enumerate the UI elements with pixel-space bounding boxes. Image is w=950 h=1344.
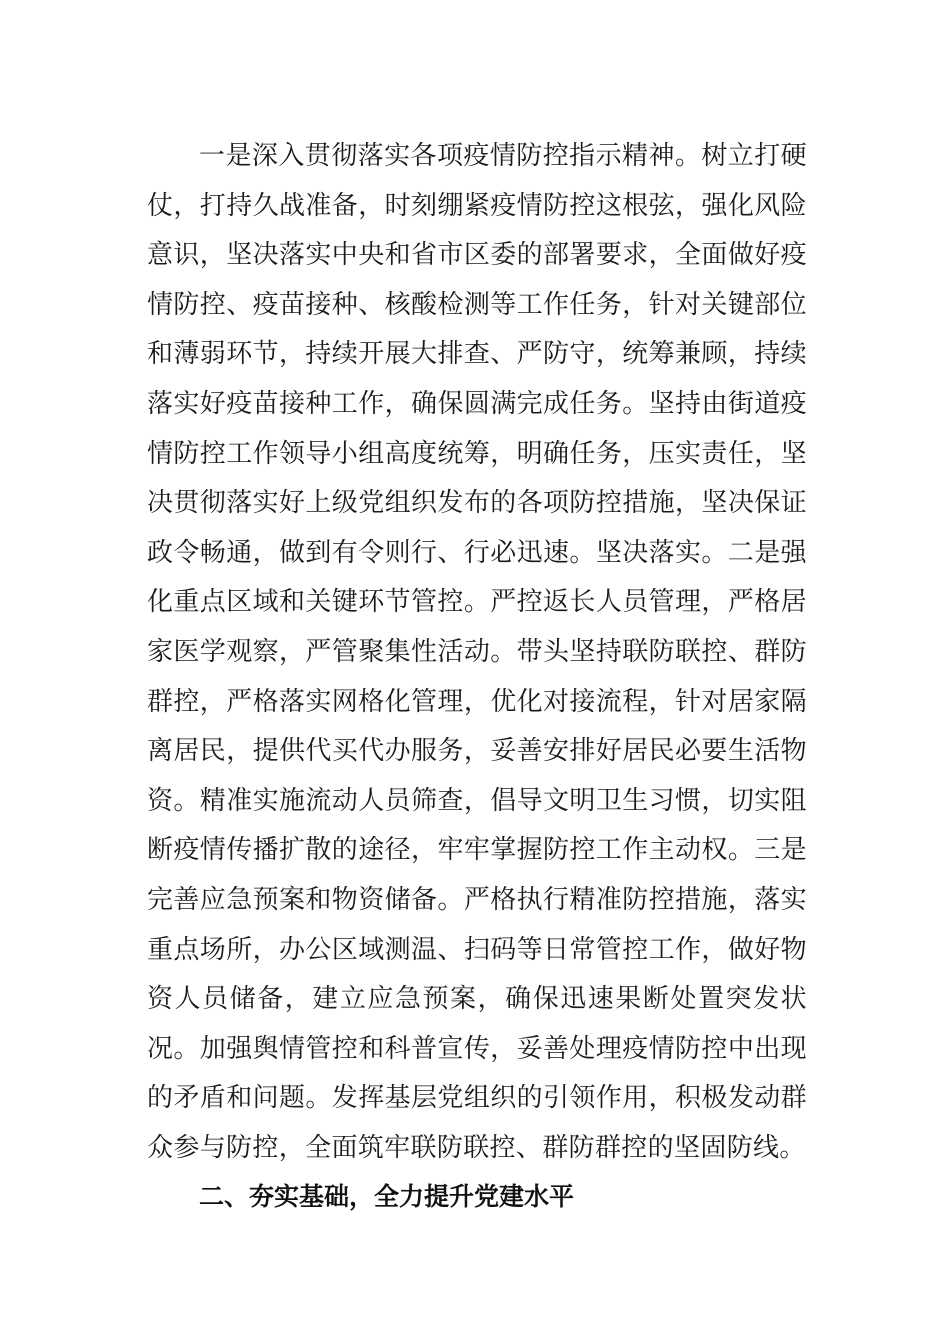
paragraph-line: 断疫情传播扩散的途径，牢牢掌握防控工作主动权。三是 [147, 835, 807, 866]
paragraph-line: 资人员储备，建立应急预案，确保迅速果断处置突发状 [147, 984, 807, 1015]
paragraph-line: 完善应急预案和物资储备。严格执行精准防控措施，落实 [147, 884, 807, 915]
paragraph-line: 况。加强舆情管控和科普宣传，妥善处理疫情防控中出现 [147, 1033, 807, 1064]
paragraph-line: 落实好疫苗接种工作，确保圆满完成任务。坚持由街道疫 [147, 388, 807, 419]
paragraph-line: 重点场所，办公区域测温、扫码等日常管控工作，做好物 [147, 934, 807, 965]
section-heading: 二、夯实基础，全力提升党建水平 [199, 1182, 575, 1211]
paragraph-line: 离居民，提供代买代办服务，妥善安排好居民必要生活物 [147, 736, 807, 767]
body-paragraph [147, 132, 807, 1173]
paragraph-line: 众参与防控，全面筑牢联防联控、群防群控的坚固防线。 [147, 1132, 806, 1163]
paragraph-line: 意识，坚决落实中央和省市区委的部署要求，全面做好疫 [147, 240, 807, 271]
paragraph-line: 的矛盾和问题。发挥基层党组织的引领作用，积极发动群 [147, 1083, 807, 1114]
paragraph-line: 和薄弱环节，持续开展大排查、严防守，统筹兼顾，持续 [147, 339, 807, 370]
paragraph-line: 政令畅通，做到有令则行、行必迅速。坚决落实。二是强 [147, 537, 807, 568]
paragraph-line: 一是深入贯彻落实各项疫情防控指示精神。树立打硬 [199, 141, 807, 171]
paragraph-line: 家医学观察，严管聚集性活动。带头坚持联防联控、群防 [147, 636, 807, 667]
paragraph-line: 仗，打持久战准备，时刻绷紧疫情防控这根弦，强化风险 [147, 190, 807, 221]
paragraph-line: 情防控、疫苗接种、核酸检测等工作任务，针对关键部位 [147, 289, 807, 320]
paragraph-line: 化重点区域和关键环节管控。严控返长人员管理，严格居 [147, 587, 807, 618]
paragraph-line: 情防控工作领导小组高度统筹，明确任务，压实责任，坚 [147, 438, 807, 469]
paragraph-line: 资。精准实施流动人员筛查，倡导文明卫生习惯，切实阻 [147, 785, 807, 816]
paragraph-line: 群控，严格落实网格化管理，优化对接流程，针对居家隔 [147, 686, 807, 717]
paragraph-line: 决贯彻落实好上级党组织发布的各项防控措施，坚决保证 [147, 488, 807, 519]
